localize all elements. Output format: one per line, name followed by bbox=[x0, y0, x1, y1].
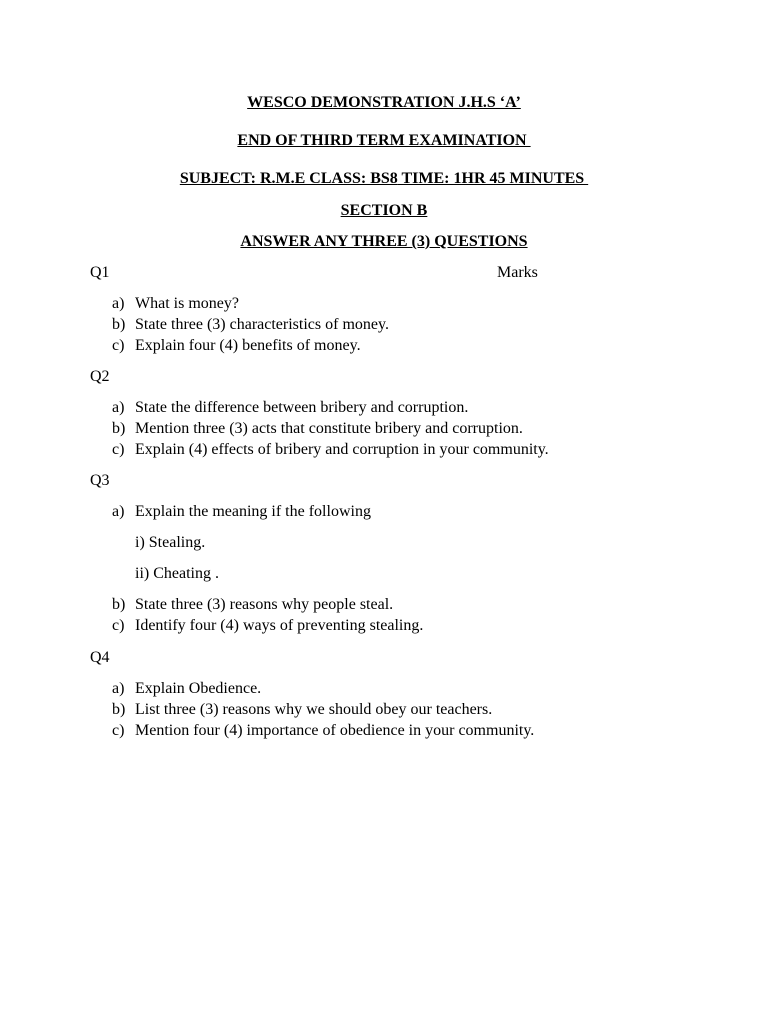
subject-class-text: SUBJECT: R.M.E CLASS: BS8 bbox=[179, 170, 398, 187]
item-letter: a) bbox=[112, 680, 125, 697]
list-item bbox=[112, 616, 423, 636]
item-text: Explain four (4) benefits of money. bbox=[135, 337, 361, 354]
item-text: Explain Obedience. bbox=[135, 680, 262, 697]
question-label-q3: Q3 bbox=[90, 472, 110, 489]
question-label-q2: Q2 bbox=[90, 368, 110, 385]
item-text: State three (3) reasons why people steal. bbox=[135, 596, 394, 613]
list-item bbox=[112, 595, 393, 615]
sub-item: i) Stealing. bbox=[135, 534, 206, 551]
question-label-q1: Q1 bbox=[90, 264, 110, 281]
list-item bbox=[112, 294, 239, 314]
list-item bbox=[112, 440, 549, 460]
item-text: Explain the meaning if the following bbox=[135, 503, 371, 520]
school-title: WESCO DEMONSTRATION J.H.S ‘A’ bbox=[247, 94, 521, 111]
item-text: State the difference between bribery and corruption. bbox=[135, 399, 469, 416]
marks-label: Marks bbox=[497, 264, 538, 281]
item-letter: c) bbox=[112, 337, 125, 354]
item-text: Mention four (4) importance of obedience in your community. bbox=[135, 722, 535, 739]
item-text: List three (3) reasons why we should obey our teachers. bbox=[135, 701, 493, 718]
list-item bbox=[112, 398, 468, 418]
item-text: State three (3) characteristics of money. bbox=[135, 316, 389, 333]
exam-title: END OF THIRD TERM EXAMINATION bbox=[237, 132, 531, 149]
item-letter: b) bbox=[112, 316, 126, 333]
item-text: Mention three (3) acts that constitute bribery and corruption. bbox=[135, 420, 523, 437]
question-label-q4: Q4 bbox=[90, 649, 110, 666]
list-item bbox=[112, 419, 523, 439]
list-item bbox=[112, 679, 261, 699]
list-item bbox=[112, 502, 371, 522]
item-letter: a) bbox=[112, 399, 125, 416]
item-letter: b) bbox=[112, 420, 126, 437]
list-item bbox=[112, 315, 389, 335]
item-letter: c) bbox=[112, 441, 125, 458]
item-text: Identify four (4) ways of preventing stealing. bbox=[135, 617, 424, 634]
item-text: What is money? bbox=[135, 295, 239, 312]
list-item bbox=[112, 336, 361, 356]
sub-item: ii) Cheating . bbox=[135, 565, 219, 582]
instruction-line: ANSWER ANY THREE (3) QUESTIONS bbox=[240, 233, 528, 250]
item-letter: c) bbox=[112, 617, 125, 634]
list-item bbox=[112, 721, 534, 741]
time-text: TIME: 1HR 45 MINUTES bbox=[401, 170, 589, 187]
list-item bbox=[112, 700, 492, 720]
item-text: Explain (4) effects of bribery and corruption in your community. bbox=[135, 441, 549, 458]
item-letter: b) bbox=[112, 596, 126, 613]
subject-line bbox=[0, 169, 768, 189]
item-letter: a) bbox=[112, 295, 125, 312]
item-letter: b) bbox=[112, 701, 126, 718]
item-letter: a) bbox=[112, 503, 125, 520]
item-letter: c) bbox=[112, 722, 125, 739]
section-title: SECTION B bbox=[340, 202, 428, 219]
